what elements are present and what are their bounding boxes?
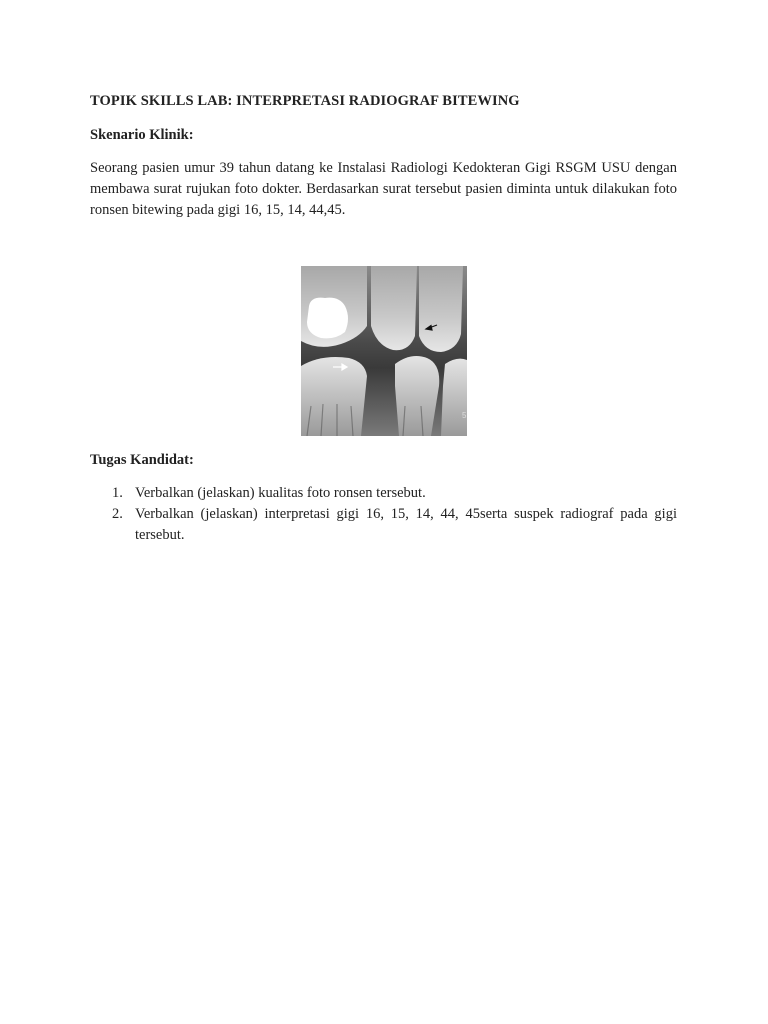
bitewing-radiograph-image xyxy=(301,266,467,436)
task-list xyxy=(90,483,677,546)
list-item xyxy=(90,504,677,546)
list-item-number: 2. xyxy=(112,506,123,522)
tasks-heading: Tugas Kandidat: xyxy=(90,452,194,468)
scenario-heading: Skenario Klinik: xyxy=(90,127,194,143)
upper-premolar-shape-2 xyxy=(419,266,463,352)
metal-filling-shape xyxy=(307,298,348,339)
upper-premolar-shape xyxy=(371,266,417,350)
list-item-number: 1. xyxy=(112,485,123,501)
lower-premolar-shape xyxy=(395,356,439,436)
scenario-paragraph: Seorang pasien umur 39 tahun datang ke Instalasi Radiologi Kedokteran Gigi RSGM USU dengan membawa surat rujukan foto dokter. Berdasarkan surat tersebut pasien diminta untuk dilakukan foto ronsen bitewing pada gigi 16, 15, 14, 44,45. xyxy=(90,160,677,218)
lower-molar-shape xyxy=(301,357,367,436)
list-item-text: Verbalkan (jelaskan) interpretasi gigi 16, 15, 14, 44, 45serta suspek radiograf pada gigi tersebut. xyxy=(135,506,677,543)
lower-premolar-shape-2 xyxy=(441,359,467,436)
list-item xyxy=(90,483,677,504)
document-title: TOPIK SKILLS LAB: INTERPRETASI RADIOGRAF BITEWING xyxy=(90,93,520,109)
list-item-text: Verbalkan (jelaskan) kualitas foto ronsen tersebut. xyxy=(135,485,426,501)
figure-marker: 5 xyxy=(462,411,467,420)
